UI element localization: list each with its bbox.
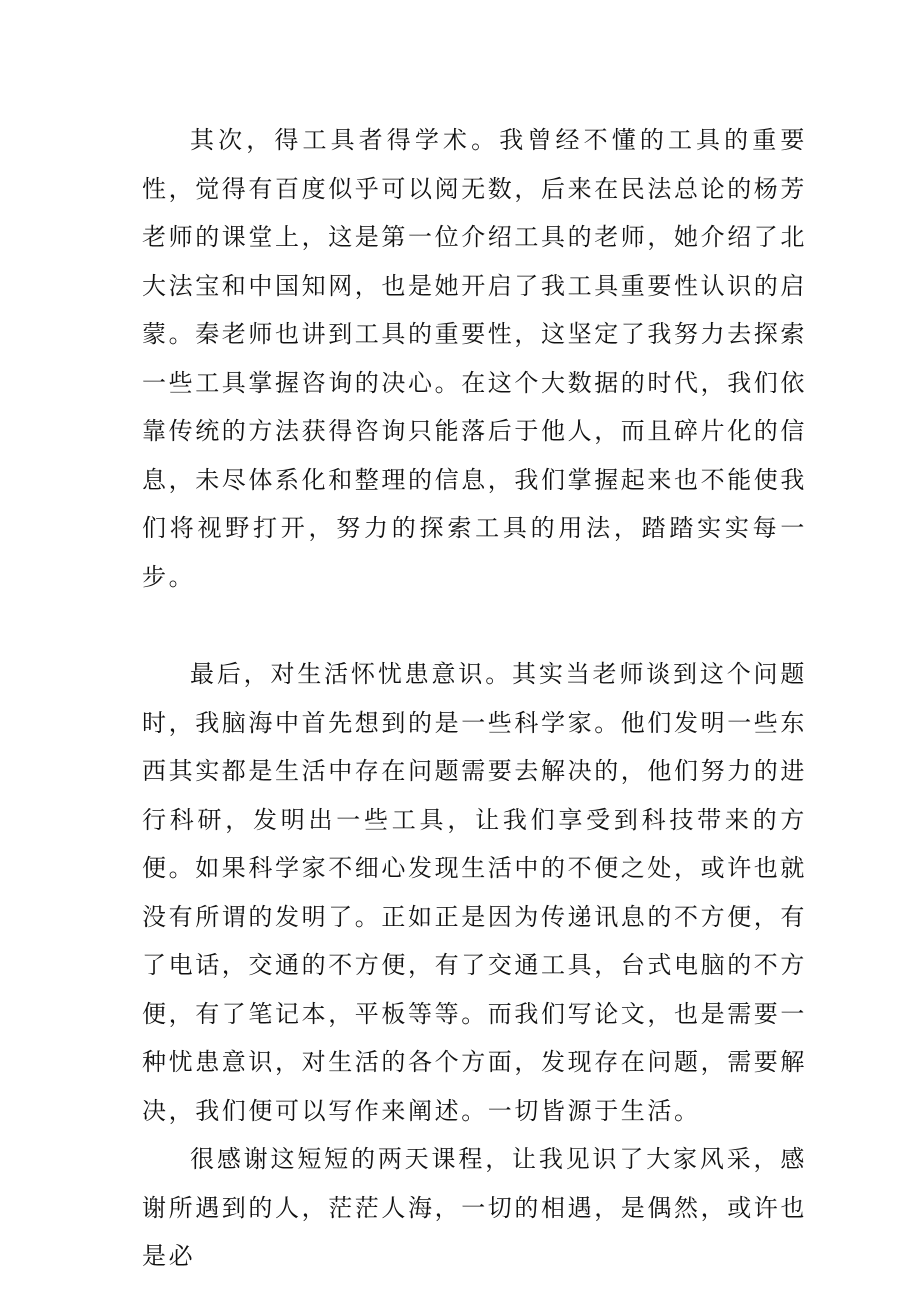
paragraph-thanks: 很感谢这短短的两天课程，让我见识了大家风采，感谢所遇到的人，茫茫人海，一切的相遇，是偶然，或许也是必 [142,1145,807,1270]
document-body [142,116,807,1281]
paragraph-spacer [142,601,807,650]
paragraph-life-awareness: 最后，对生活怀忧患意识。其实当老师谈到这个问题时，我脑海中首先想到的是一些科学家。他们发明一些东西其实都是生活中存在问题需要去解决的，他们努力的进行科研，发明出一些工具，让我们享受到科技带来的方便。如果科学家不细心发现生活中的不便之处，或许也就没有所谓的发明了。正如正是因为传递讯息的不方便，有了电话，交通的不方便，有了交通工具，台式电脑的不方便，有了笔记本，平板等等。而我们写论文，也是需要一种忧患意识，对生活的各个方面，发现存在问题，需要解决，我们便可以写作来阐述。一切皆源于生活。 [142,660,807,1125]
paragraph-tools: 其次，得工具者得学术。我曾经不懂的工具的重要性，觉得有百度似乎可以阅无数，后来在民法总论的杨芳老师的课堂上，这是第一位介绍工具的老师，她介绍了北大法宝和中国知网，也是她开启了我工具重要性认识的启蒙。秦老师也讲到工具的重要性，这坚定了我努力去探索一些工具掌握咨询的决心。在这个大数据的时代，我们依靠传统的方法获得咨询只能落后于他人，而且碎片化的信息，未尽体系化和整理的信息，我们掌握起来也不能使我们将视野打开，努力的探索工具的用法，踏踏实实每一步。 [142,126,807,591]
